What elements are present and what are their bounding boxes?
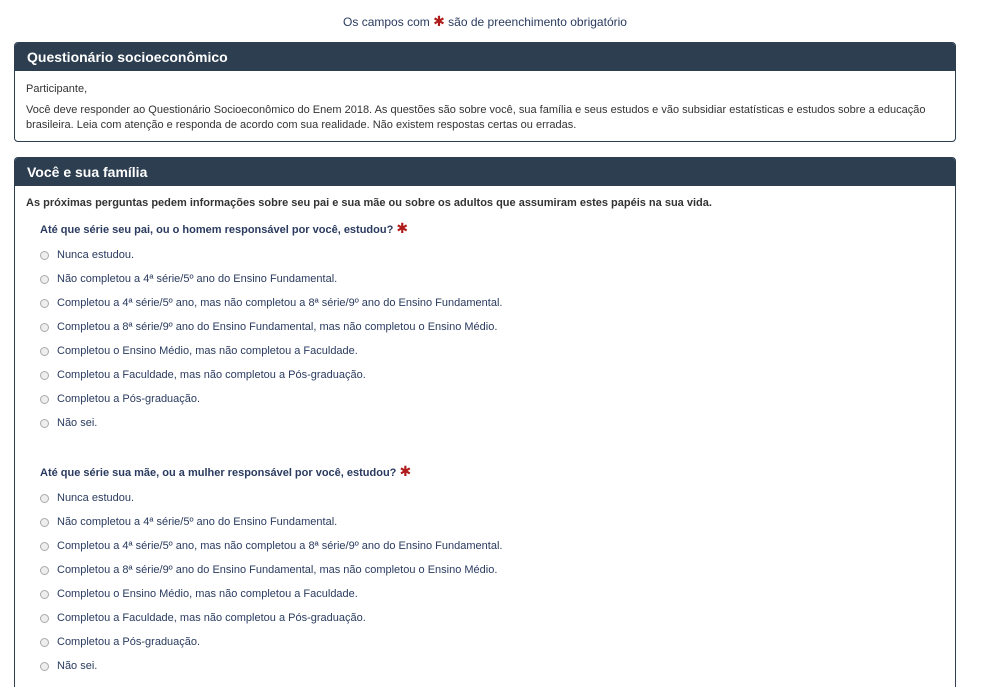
radio-button[interactable] xyxy=(40,275,49,284)
radio-option[interactable] xyxy=(40,562,497,578)
radio-button[interactable] xyxy=(40,638,49,647)
family-panel xyxy=(14,157,956,687)
radio-button[interactable] xyxy=(40,419,49,428)
radio-option[interactable] xyxy=(40,538,502,554)
radio-option-label: Completou a 8ª série/9º ano do Ensino Fundamental, mas não completou o Ensino Médio. xyxy=(57,564,498,576)
radio-option-label: Não sei. xyxy=(57,660,98,672)
question-father-text: Até que série seu pai, ou o homem responsável por você, estudou? xyxy=(40,224,394,236)
intro-text: Você deve responder ao Questionário Socioeconômico do Enem 2018. As questões são sobre você, sua família e seus estudos e vão subsidiar estatísticas e estudos sobre a educação brasileira. Leia com atenção e responda de acordo com sua realidade. Não existem respostas certas ou erradas. xyxy=(26,104,926,131)
radio-button[interactable] xyxy=(40,662,49,671)
question-father xyxy=(40,220,408,237)
intro-panel xyxy=(14,42,956,142)
required-asterisk-icon: ✱ xyxy=(433,13,445,29)
radio-option[interactable] xyxy=(40,295,502,311)
required-asterisk-icon: ✱ xyxy=(399,463,412,479)
radio-option-label: Completou a 8ª série/9º ano do Ensino Fundamental, mas não completou o Ensino Médio. xyxy=(57,321,498,333)
radio-option-label: Completou a Faculdade, mas não completou a Pós-graduação. xyxy=(57,612,366,624)
radio-option[interactable] xyxy=(40,391,200,407)
radio-option-label: Não completou a 4ª série/5º ano do Ensino Fundamental. xyxy=(57,273,338,285)
question-mother-text: Até que série sua mãe, ou a mulher responsável por você, estudou? xyxy=(40,467,397,479)
radio-option[interactable] xyxy=(40,415,97,431)
radio-option[interactable] xyxy=(40,610,366,626)
radio-button[interactable] xyxy=(40,518,49,527)
family-lead-text: As próximas perguntas pedem informações sobre seu pai e sua mãe ou sobre os adultos que assumiram estes papéis na sua vida. xyxy=(26,197,712,209)
radio-option-label: Nunca estudou. xyxy=(57,249,135,261)
radio-button[interactable] xyxy=(40,371,49,380)
radio-button[interactable] xyxy=(40,323,49,332)
radio-option-label: Não sei. xyxy=(57,417,98,429)
intro-panel-body xyxy=(15,82,955,133)
required-note-after: são de preenchimento obrigatório xyxy=(448,15,627,29)
radio-option[interactable] xyxy=(40,514,337,530)
radio-button[interactable] xyxy=(40,347,49,356)
intro-panel-title: Questionário socioeconômico xyxy=(15,43,955,71)
radio-option[interactable] xyxy=(40,271,337,287)
greeting-text: Participante, xyxy=(26,83,88,95)
radio-option-label: Completou a 4ª série/5º ano, mas não completou a 8ª série/9º ano do Ensino Fundamental. xyxy=(57,540,503,552)
family-panel-title: Você e sua família xyxy=(15,158,955,186)
radio-option-label: Completou a Pós-graduação. xyxy=(57,393,201,405)
required-note-before: Os campos com xyxy=(343,15,430,29)
question-mother xyxy=(40,463,411,480)
radio-option[interactable] xyxy=(40,343,358,359)
radio-option[interactable] xyxy=(40,247,134,263)
radio-option[interactable] xyxy=(40,490,134,506)
radio-option-label: Completou o Ensino Médio, mas não completou a Faculdade. xyxy=(57,345,358,357)
radio-option[interactable] xyxy=(40,319,497,335)
radio-button[interactable] xyxy=(40,590,49,599)
radio-button[interactable] xyxy=(40,542,49,551)
radio-option-label: Nunca estudou. xyxy=(57,492,135,504)
radio-button[interactable] xyxy=(40,299,49,308)
radio-option[interactable] xyxy=(40,658,97,674)
radio-option-label: Completou o Ensino Médio, mas não completou a Faculdade. xyxy=(57,588,358,600)
radio-button[interactable] xyxy=(40,395,49,404)
radio-option[interactable] xyxy=(40,586,358,602)
radio-button[interactable] xyxy=(40,566,49,575)
radio-option[interactable] xyxy=(40,634,200,650)
radio-option-label: Não completou a 4ª série/5º ano do Ensino Fundamental. xyxy=(57,516,338,528)
radio-button[interactable] xyxy=(40,494,49,503)
radio-option-label: Completou a 4ª série/5º ano, mas não completou a 8ª série/9º ano do Ensino Fundamental. xyxy=(57,297,503,309)
radio-option-label: Completou a Faculdade, mas não completou a Pós-graduação. xyxy=(57,369,366,381)
required-fields-note xyxy=(0,13,970,30)
radio-button[interactable] xyxy=(40,614,49,623)
radio-option[interactable] xyxy=(40,367,366,383)
radio-button[interactable] xyxy=(40,251,49,260)
required-asterisk-icon: ✱ xyxy=(396,220,409,236)
radio-option-label: Completou a Pós-graduação. xyxy=(57,636,201,648)
